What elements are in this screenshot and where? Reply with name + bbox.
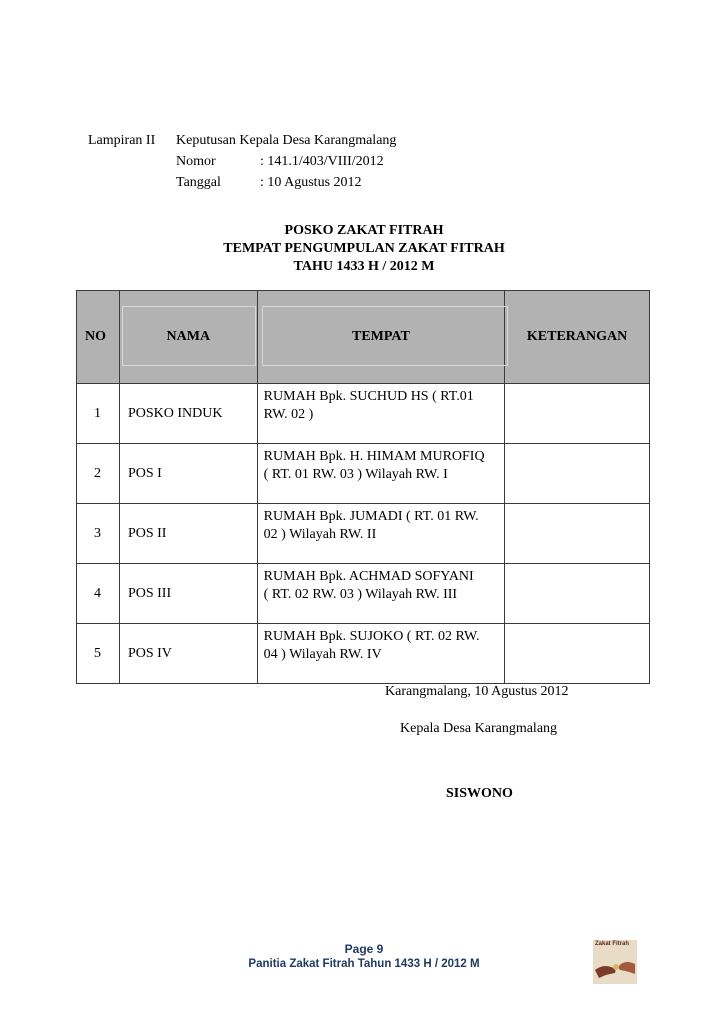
cell-no: 3 (77, 504, 120, 564)
title-line-1: POSKO ZAKAT FITRAH (284, 223, 444, 238)
cell-no: 5 (77, 624, 120, 684)
nomor-value: : 141.1/403/VIII/2012 (260, 154, 384, 169)
tempat-line-2: ( RT. 02 RW. 03 ) Wilayah RW. III (263, 587, 458, 602)
header-nama: NAMA (119, 291, 257, 384)
table-row (77, 384, 650, 444)
cell-tempat (257, 564, 504, 624)
lampiran-label: Lampiran II (88, 133, 156, 148)
cell-tempat (257, 504, 504, 564)
logo-text: Zakat Fitrah (595, 941, 630, 947)
tempat-line-2: ( RT. 01 RW. 03 ) Wilayah RW. I (263, 467, 448, 482)
table-row (77, 624, 650, 684)
table-row (77, 504, 650, 564)
cell-keterangan (505, 384, 650, 444)
cell-nama: POS I (119, 444, 257, 504)
cell-tempat (257, 624, 504, 684)
tanggal-value: : 10 Agustus 2012 (260, 175, 362, 190)
cell-no: 4 (77, 564, 120, 624)
zakat-fitrah-logo (593, 940, 637, 984)
cell-tempat (257, 444, 504, 504)
title-line-3: TAHU 1433 H / 2012 M (293, 259, 435, 274)
keputusan-text: Keputusan Kepala Desa Karangmalang (176, 133, 397, 148)
tempat-line-1: RUMAH Bpk. ACHMAD SOFYANI (263, 569, 474, 584)
cell-keterangan (505, 624, 650, 684)
table-row (77, 564, 650, 624)
signature-position: Kepala Desa Karangmalang (400, 721, 558, 736)
footer-committee: Panitia Zakat Fitrah Tahun 1433 H / 2012 M (248, 958, 480, 970)
tempat-line-2: RW. 02 ) (263, 407, 314, 422)
nomor-label: Nomor (176, 154, 216, 169)
cell-keterangan (505, 444, 650, 504)
tanggal-label: Tanggal (176, 175, 221, 190)
tempat-line-1: RUMAH Bpk. SUJOKO ( RT. 02 RW. (263, 629, 480, 644)
cell-keterangan (505, 504, 650, 564)
signature-place-date: Karangmalang, 10 Agustus 2012 (385, 684, 569, 699)
tempat-line-1: RUMAH Bpk. JUMADI ( RT. 01 RW. (263, 509, 479, 524)
tempat-line-1: RUMAH Bpk. H. HIMAM MUROFIQ (263, 449, 485, 464)
cell-tempat (257, 384, 504, 444)
header-keterangan: KETERANGAN (505, 291, 650, 384)
signature-name: SISWONO (446, 786, 513, 801)
title-line-2: TEMPAT PENGUMPULAN ZAKAT FITRAH (223, 241, 505, 256)
table-row (77, 444, 650, 504)
cell-no: 1 (77, 384, 120, 444)
cell-keterangan (505, 564, 650, 624)
header-no: NO (77, 291, 120, 384)
cell-no: 2 (77, 444, 120, 504)
header-tempat-inner-box (262, 306, 508, 366)
cell-nama: POS II (119, 504, 257, 564)
cell-nama: POSKO INDUK (119, 384, 257, 444)
header-nama-inner-box (122, 306, 256, 366)
header-tempat: TEMPAT (257, 291, 504, 384)
tempat-line-1: RUMAH Bpk. SUCHUD HS ( RT.01 (263, 389, 474, 404)
cell-nama: POS IV (119, 624, 257, 684)
footer-page-number: Page 9 (344, 942, 384, 956)
tempat-line-2: 02 ) Wilayah RW. II (263, 527, 377, 542)
tempat-line-2: 04 ) Wilayah RW. IV (263, 647, 382, 662)
cell-nama: POS III (119, 564, 257, 624)
